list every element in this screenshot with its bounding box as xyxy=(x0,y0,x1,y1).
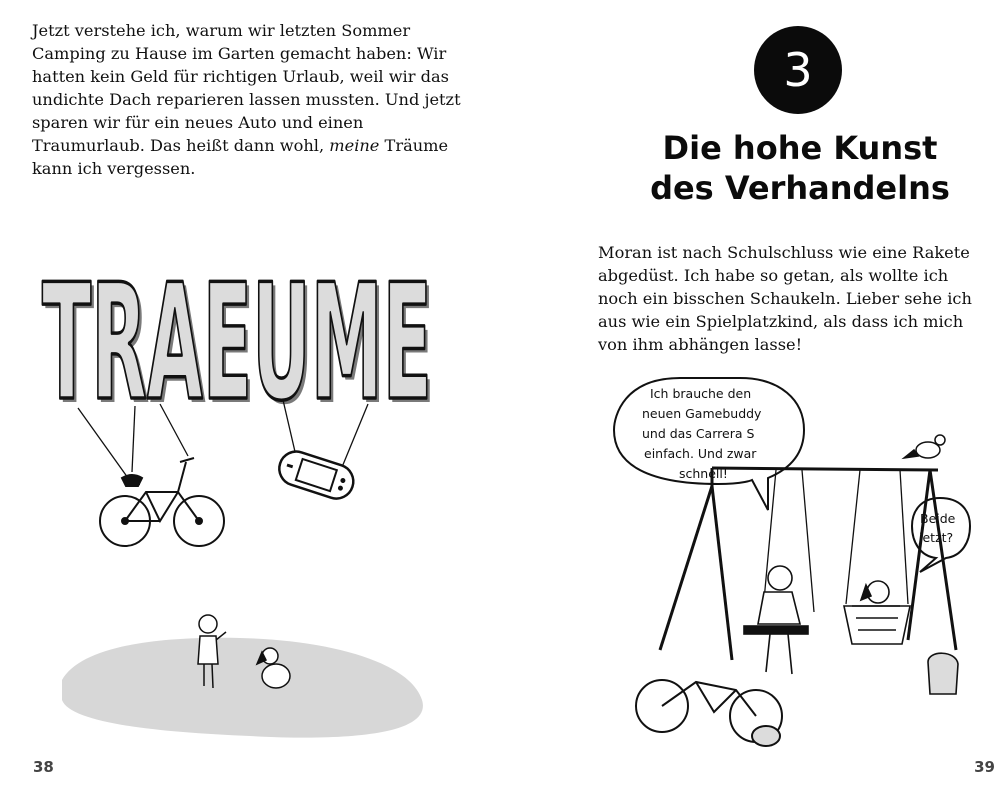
game-console-icon xyxy=(275,447,358,503)
bubble1-end: ! xyxy=(722,466,728,481)
bubble1-bold: schnell xyxy=(679,466,723,481)
left-paragraph-text: Jetzt verstehe ich, warum wir letzten Sommer Camping zu Hause im Garten gemacht haben: Wir hatten kein Geld für richtigen Urlaub, weil wir das undichte Dach reparieren lassen mussten. Und jetzt sparen wir für ein neues Auto und einen Traumurlaub. Das heißt dann wohl, xyxy=(32,21,461,155)
bubble1-line4: einfach. Und zwar xyxy=(644,446,757,461)
chapter-number: 3 xyxy=(783,43,813,97)
bubble2-line2: jetzt? xyxy=(919,530,954,545)
fallen-bicycle-icon xyxy=(636,680,782,746)
left-paragraph-emphasis: meine xyxy=(329,136,380,155)
balloon-word-shadow: TRAEUME xyxy=(45,253,435,440)
balloon-word-traeume xyxy=(42,249,435,440)
right-page xyxy=(500,0,1000,800)
bubble1-line2: neuen Gamebuddy xyxy=(642,406,762,421)
page-number-right: 39 xyxy=(974,758,995,776)
boy-on-swing xyxy=(744,566,808,674)
bird-figure xyxy=(904,435,945,458)
bicycle-icon xyxy=(100,458,224,546)
page-number-left: 38 xyxy=(33,758,54,776)
bubble1-line3: und das Carrera S xyxy=(642,426,755,441)
bubble2-line1: Beide xyxy=(920,511,956,526)
speech-bubble-boy xyxy=(614,378,804,510)
right-paragraph: Moran ist nach Schulschluss wie eine Rakete abgedüst. Ich habe so getan, als wollte ich noch ein bisschen Schaukeln. Lieber sehe ich aus wie ein Spielplatzkind, als dass ich mich von ihm abhängen lasse! xyxy=(598,243,972,354)
ground-shadow xyxy=(62,638,423,738)
left-paragraph-text-end: Träume kann ich vergessen. xyxy=(32,136,449,178)
chapter-title-line1: Die hohe Kunst xyxy=(662,129,938,167)
balloon-word-text: TRAEUME xyxy=(42,249,432,436)
dog-in-baby-swing xyxy=(844,581,910,644)
backpack-icon xyxy=(928,653,958,694)
chapter-title-line2: des Verhandelns xyxy=(650,169,950,207)
playground-illustration xyxy=(500,0,1000,800)
bubble1-line1: Ich brauche den xyxy=(650,386,752,401)
